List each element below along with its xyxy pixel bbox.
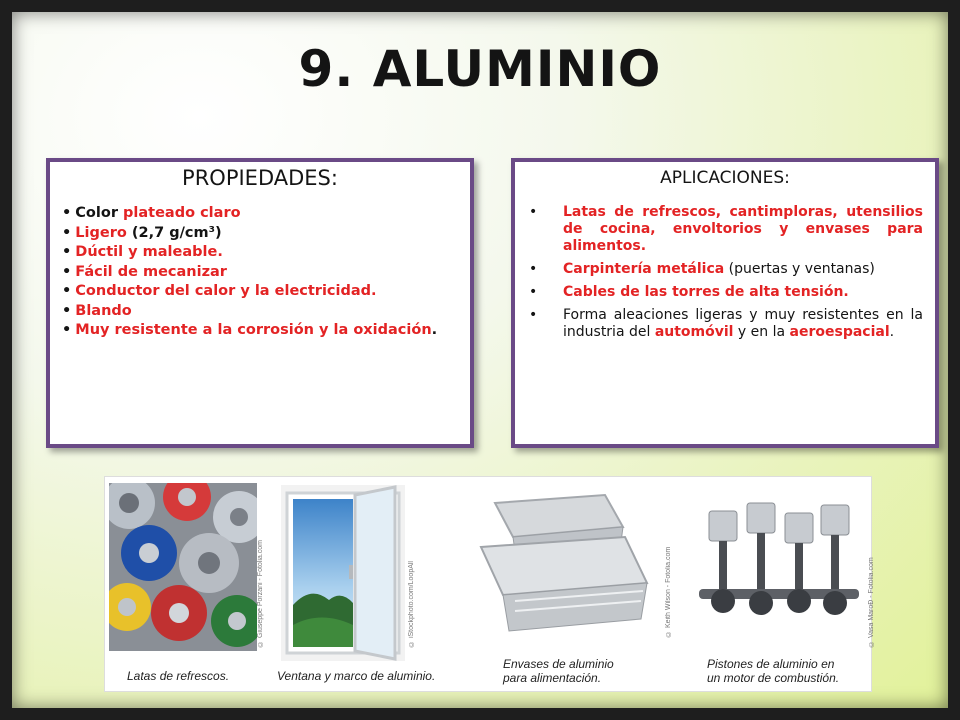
window-credit: © iStockphoto.com/LoopAll [408, 561, 415, 647]
photo-strip [104, 476, 875, 692]
pistons-credit: © Vasa MaroÐ - Fotolia.com [868, 557, 875, 647]
aplicaciones-box [511, 158, 939, 448]
propiedades-box [46, 158, 474, 448]
propiedades-heading: PROPIEDADES: [182, 166, 338, 190]
list-item: • Carpintería metálica (puertas y ventanas) [515, 261, 923, 278]
cans-caption: Latas de refrescos. [127, 669, 230, 683]
list-item: • Dúctil y maleable. [62, 243, 470, 263]
trays-caption-2: para alimentación. [503, 671, 602, 685]
pistons-image [689, 491, 867, 641]
list-item: • Latas de refrescos, cantimploras, utensilios de cocina, envoltorios y envases para alimentos. [515, 204, 923, 255]
aluminium-trays-image [455, 487, 663, 637]
aplicaciones-list [515, 204, 935, 341]
trays-caption-1: Envases de aluminio [503, 657, 614, 671]
pistons-caption-1: Pistones de aluminio en [707, 657, 835, 671]
list-item: • Color plateado claro [62, 204, 470, 224]
aluminium-window-image [281, 485, 405, 661]
window-caption: Ventana y marco de aluminio. [277, 669, 436, 683]
cans-credit: © Giuseppe Porzani - Fotolia.com [257, 540, 264, 647]
list-item: • Conductor del calor y la electricidad. [62, 282, 470, 302]
list-item: • Ligero (2,7 g/cm³) [62, 224, 470, 244]
list-item: • Muy resistente a la corrosión y la oxidación. [62, 321, 470, 341]
list-item: • Fácil de mecanizar [62, 263, 470, 283]
trays-credit: © Keith Wilson - Fotolia.com [665, 546, 672, 637]
list-item: • Forma aleaciones ligeras y muy resistentes en la industria del automóvil y en la aeroespacial. [515, 307, 923, 341]
pistons-caption-2: un motor de combustión. [707, 671, 840, 685]
soda-cans-image [109, 483, 257, 651]
list-item: • Cables de las torres de alta tensión. [515, 284, 923, 301]
aplicaciones-heading: APLICACIONES: [660, 168, 790, 188]
page-title: 9. ALUMINIO [298, 40, 662, 98]
list-item: • Blando [62, 302, 470, 322]
propiedades-list [50, 204, 470, 341]
